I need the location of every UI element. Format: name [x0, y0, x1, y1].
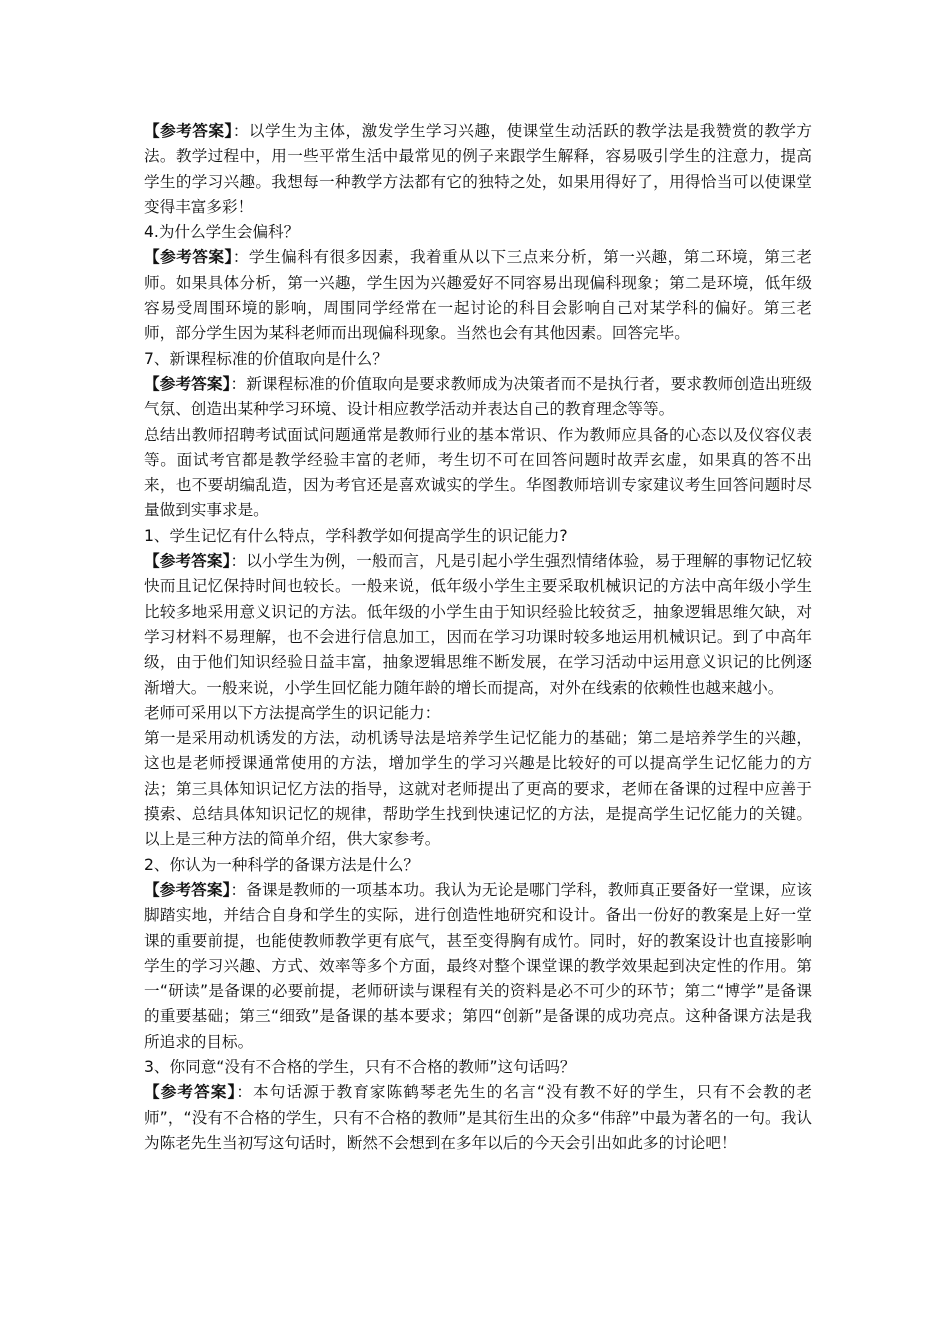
answer-paragraph [144, 1080, 812, 1156]
answer-label: 【参考答案】 [144, 552, 231, 571]
question-heading: 1、学生记忆有什么特点，学科教学如何提高学生的识记能力? [144, 526, 568, 545]
answer-label: 【参考答案】 [144, 122, 233, 140]
answer-label: 【参考答案】 [144, 880, 231, 899]
question-heading: 2、你认为一种科学的备课方法是什么？ [144, 855, 420, 874]
answer-paragraph [144, 878, 812, 1055]
document-page [144, 119, 812, 1156]
answer-paragraph [144, 245, 812, 346]
answer-text: ：新课程标准的价值取向是要求教师成为决策者而不是执行者，要求教师创造出班级气氛、创造出某种学习环境、设计相应教学活动并表达自己的教育理念等等。 [144, 374, 812, 419]
answer-label: 【参考答案】 [144, 374, 231, 393]
answer-label: 【参考答案】 [144, 248, 233, 267]
body-paragraph: 老师可采用以下方法提高学生的识记能力： [144, 703, 441, 722]
answer-paragraph [144, 119, 812, 220]
answer-text: ：以学生为主体，激发学生学习兴趣，使课堂生动活跃的教学法是我赞赏的教学方法。教学过程中，用一些平常生活中最常见的例子来跟学生解释，容易吸引学生的注意力，提高学生的学习兴趣。我想每一种教学方法都有它的独特之处，如果用得好了，用得恰当可以使课堂变得丰富多彩！ [144, 122, 812, 216]
answer-paragraph [144, 549, 812, 701]
answer-paragraph [144, 372, 812, 423]
question-heading: 7、新课程标准的价值取向是什么？ [144, 349, 388, 368]
answer-text: ：学生偏科有很多因素，我着重从以下三点来分析，第一兴趣，第二环境，第三老师。如果具体分析，第一兴趣，学生因为兴趣爱好不同容易出现偏科现象；第二是环境，低年级容易受周围环境的影响，周围同学经常在一起讨论的科目会影响自己对某学科的偏好。第三老师，部分学生因为某科老师而出现偏科现象。当然也会有其他因素。回答完毕。 [144, 248, 812, 343]
answer-text: ：备课是教师的一项基本功。我认为无论是哪门学科，教师真正要备好一堂课，应该脚踏实地，并结合自身和学生的实际，进行创造性地研究和设计。备出一份好的教案是上好一堂课的重要前提，也能使教师教学更有底气，甚至变得胸有成竹。同时，好的教案设计也直接影响学生的学习兴趣、方式、效率等多个方面，最终对整个课堂课的教学效果起到决定性的作用。第一“研读”是备课的必要前提，老师研读与课程有关的资料是必不可少的环节；第二“博学”是备课的重要基础；第三“细致”是备课的基本要求；第四“创新”是备课的成功亮点。这种备课方法是我所追求的目标。 [144, 880, 812, 1051]
body-paragraph: 第一是采用动机诱发的方法，动机诱导法是培养学生记忆能力的基础；第二是培养学生的兴趣，这也是老师授课通常使用的方法，增加学生的学习兴趣是比较好的可以提高学生记忆能力的方法；第三具体知识记忆方法的指导，这就对老师提出了更高的要求，老师在备课的过程中应善于摸索、总结具体知识记忆的规律，帮助学生找到快速记忆的方法，是提高学生记忆能力的关键。以上是三种方法的简单介绍，供大家参考。 [144, 729, 812, 849]
answer-text: ：本句话源于教育家陈鹤琴老先生的名言“没有教不好的学生，只有不会教的老师”，“没有不合格的学生，只有不合格的教师”是其衍生出的众多“伟辞”中最为著名的一句。我认为陈老先生当初写这句话时，断然不会想到在多年以后的今天会引出如此多的讨论吧！ [144, 1083, 812, 1152]
body-paragraph: 总结出教师招聘考试面试问题通常是教师行业的基本常识、作为教师应具备的心态以及仪容仪表等。面试考官都是教学经验丰富的老师，考生切不可在回答问题时故弄玄虚，如果真的答不出来，也不要胡编乱造，因为考官还是喜欢诚实的学生。华图教师培训专家建议考生回答问题时尽量做到实事求是。 [144, 425, 812, 520]
answer-text: ：以小学生为例，一般而言，凡是引起小学生强烈情绪体验，易于理解的事物记忆较快而且记忆保持时间也较长。一般来说，低年级小学生主要采取机械识记的方法中高年级小学生比较多地采用意义识记的方法。低年级的小学生由于知识经验比较贫乏，抽象逻辑思维欠缺，对学习材料不易理解，也不会进行信息加工，因而在学习功课时较多地运用机械识记。到了中高年级，由于他们知识经验日益丰富，抽象逻辑思维不断发展，在学习活动中运用意义识记的比例逐渐增大。一般来说，小学生回忆能力随年龄的增长而提高，对外在线索的依赖性也越来越小。 [144, 552, 812, 697]
answer-label: 【参考答案】 [144, 1083, 237, 1102]
question-heading: 3、你同意“没有不合格的学生，只有不合格的教师”这句话吗？ [144, 1057, 576, 1076]
question-heading: 4.为什么学生会偏科？ [144, 223, 300, 242]
